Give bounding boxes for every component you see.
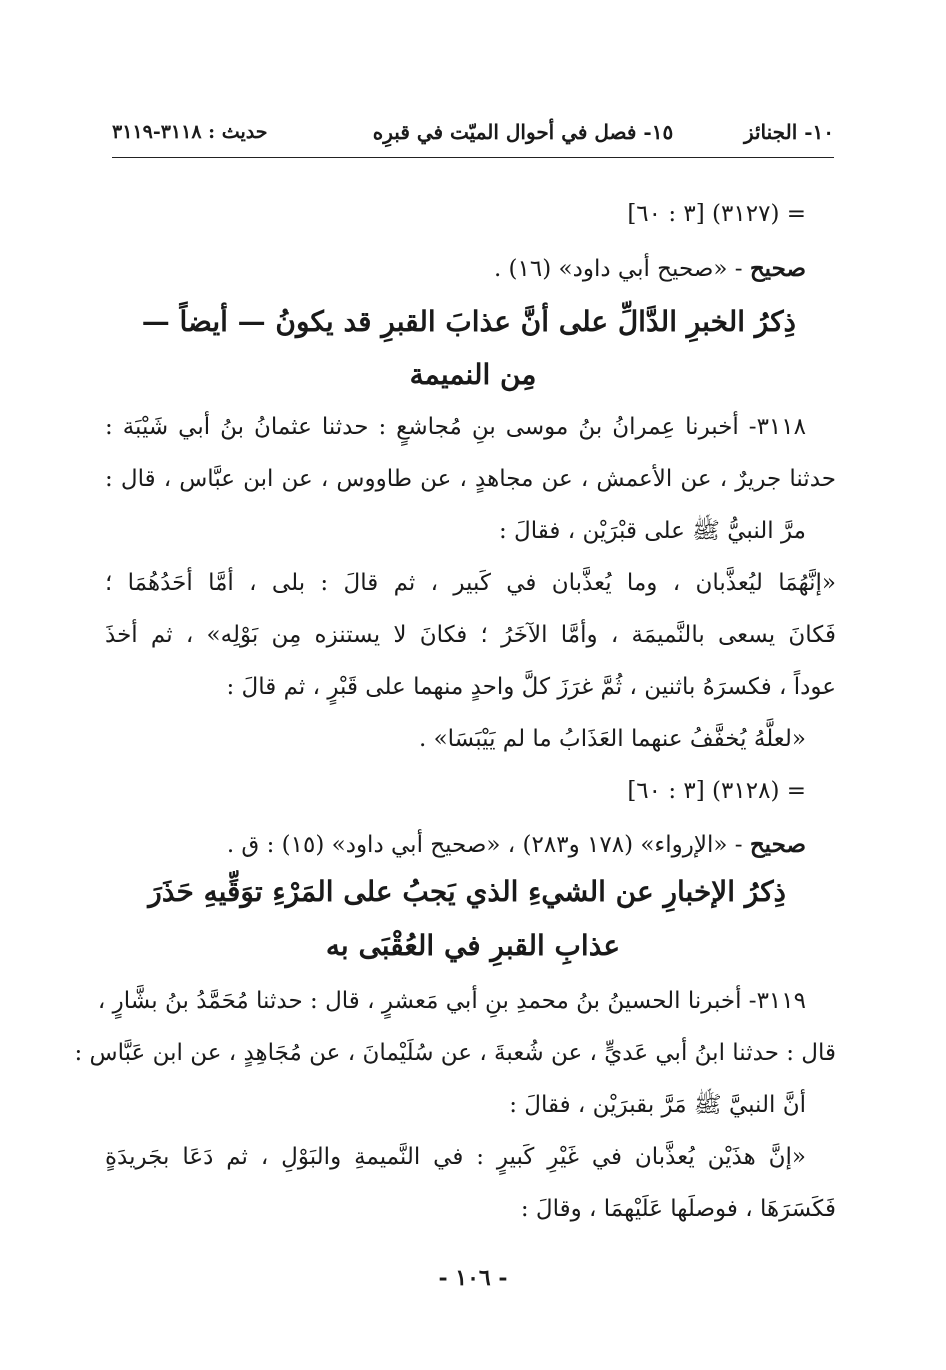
- running-header: [112, 112, 834, 152]
- chapter-heading: مِن النميمة: [409, 358, 537, 391]
- hadith-line: فَكانَ يسعى بالنَّميمَة ، وأمَّا الآخَرُ ؛ فكانَ لا يستنزه مِن بَوْلِه» ، ثم أخذَ: [105, 622, 836, 648]
- chapter-title: ١٠- الجنائز: [743, 120, 834, 144]
- hadith-line: «إنَّ هذَيْن يُعذَّبان في غَيْرِ كَبيرٍ : في النَّميمةِ والبَوْلِ ، ثم دَعَا بجَريدَةٍ: [105, 1144, 806, 1170]
- grading-line: [105, 252, 806, 286]
- hadith-line: حدثنا جريرٌ ، عن الأعمش ، عن مجاهدٍ ، عن طاووس ، عن ابن عبَّاس ، قال :: [105, 466, 837, 492]
- section-title: ١٥- فصل في أحوال الميّت في قبرِه: [372, 120, 674, 144]
- hadith-line: «لعلَّهُ يُخفَّفُ عنهما العَذَابُ ما لم يَيْبَسَا» .: [418, 726, 806, 752]
- hadith-line: «إنَّهُمَا ليُعذَّبان ، وما يُعذَّبان في كَبير ، ثم قالَ : بلى ، أمَّا أحَدُهُمَا ؛: [105, 570, 836, 596]
- hadith-line: عوداً ، فكسرَهُ باثنين ، ثُمَّ غرَزَ كلَّ واحدٍ منهما على قَبْرٍ ، ثم قالَ :: [226, 674, 836, 700]
- hadith-line: أنَّ النبيَّ ﷺ مَرَّ بقبرَيْن ، فقالَ :: [509, 1092, 806, 1118]
- page-number: - ١٠٦ -: [438, 1265, 508, 1291]
- chapter-heading: عذابِ القبرِ في العُقْبَى به: [325, 929, 621, 962]
- hadith-line: فَكَسَرَهَا ، فوصلَها عَلَيْهمَا ، وقالَ :: [520, 1196, 836, 1222]
- grade-label: صحيح: [749, 831, 806, 858]
- chapter-heading: ذِكرُ الخبرِ الدَّالِّ على أنَّ عذابَ القبرِ قد يكونُ — أيضاً —: [141, 305, 796, 338]
- reference-line: = (٣١٢٨) [٣ : ٦٠]: [627, 778, 806, 804]
- chapter-heading: ذِكرُ الإخبارِ عن الشيءِ الذي يَجبُ على المَرْءِ توَقِّيهِ حَذَرَ: [148, 875, 786, 908]
- hadith-line: قال : حدثنا ابنُ أبي عَديٍّ ، عن شُعبةَ ، عن سُلَيْمانَ ، عن مُجَاهِدٍ ، عن ابن عَبَّاس :: [74, 1040, 836, 1066]
- hadith-range: حديث : ٣١١٨-٣١١٩: [112, 121, 268, 143]
- hadith-line: ٣١١٩- أخبرنا الحسينُ بنُ محمدِ بنِ أبي مَعشرٍ ، قال : حدثنا مُحَمَّدُ بنُ بشَّارٍ ،: [97, 988, 806, 1014]
- grading-line: [105, 828, 806, 862]
- header-divider: [112, 157, 834, 158]
- hadith-line: ٣١١٨- أخبرنا عِمرانُ بنُ موسى بنِ مُجاشعٍ : حدثنا عثمانُ بنُ أبي شَيْبَة :: [105, 414, 806, 440]
- grade-text: - «صحيح أبي داود» (١٦) .: [493, 256, 743, 282]
- reference-line: = (٣١٢٧) [٣ : ٦٠]: [627, 201, 806, 227]
- hadith-line: مرَّ النبيُّ ﷺ على قبْرَيْن ، فقالَ :: [499, 518, 806, 544]
- grade-label: صحيح: [749, 255, 806, 282]
- grade-text: - «الإرواء» (١٧٨ و٢٨٣) ، «صحيح أبي داود» (١٥) : ق .: [226, 832, 743, 858]
